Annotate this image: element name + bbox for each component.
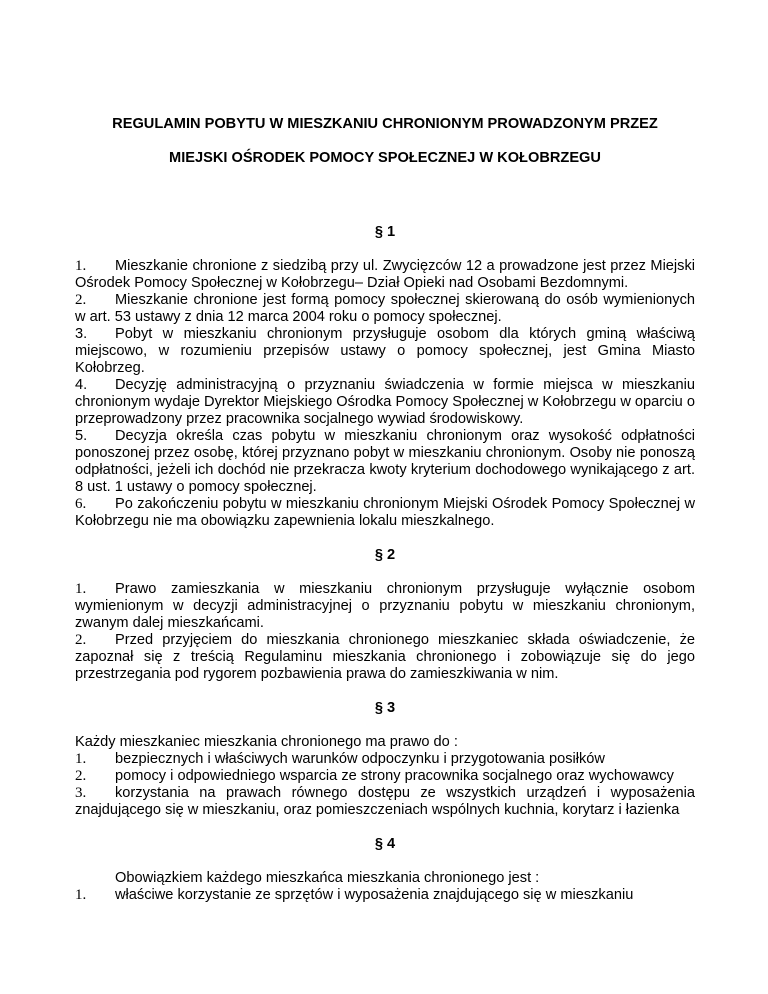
s1-item-6: 6. Po zakończeniu pobytu w mieszkaniu chronionym Miejski Ośrodek Pomocy Społecznej w Kołobrzegu nie ma obowiązku zapewnienia lokalu mieszkalnego. <box>75 496 695 529</box>
section-2-heading: § 2 <box>374 547 396 563</box>
section-3-heading: § 3 <box>374 700 396 716</box>
document-title-line-1: REGULAMIN POBYTU W MIESZKANIU CHRONIONYM PROWADZONYM PRZEZ <box>112 116 658 132</box>
s1-item-2: 2. Mieszkanie chronione jest formą pomocy społecznej skierowaną do osób wymienionych w art. 53 ustawy z dnia 12 marca 2004 roku o pomocy społecznej. <box>75 292 695 325</box>
s3-item-1: 1. bezpiecznych i właściwych warunków odpoczynku i przygotowania posiłków <box>75 751 605 767</box>
s4-intro: Obowiązkiem każdego mieszkańca mieszkania chronionego jest : <box>115 870 540 886</box>
s4-item-1: 1. właściwe korzystanie ze sprzętów i wyposażenia znajdującego się w mieszkaniu <box>75 887 634 903</box>
s3-intro: Każdy mieszkaniec mieszkania chronionego ma prawo do : <box>75 734 458 750</box>
s3-item-2: 2. pomocy i odpowiedniego wsparcia ze strony pracownika socjalnego oraz wychowawcy <box>75 768 674 784</box>
s3-item-3: 3. korzystania na prawach równego dostępu ze wszystkich urządzeń i wyposażenia znajdującego się w mieszkaniu, oraz pomieszczeniach wspólnych kuchnia, korytarz i łazienka <box>75 785 695 818</box>
section-4-body <box>75 870 695 904</box>
s2-item-1: 1. Prawo zamieszkania w mieszkaniu chronionym przysługuje wyłącznie osobom wymienionym w decyzji administracyjnej o przyznaniu pobytu w mieszkaniu chronionym, zwanym dalej mieszkańcami. <box>75 581 695 631</box>
section-1-heading: § 1 <box>374 224 396 240</box>
document-title-line-2: MIEJSKI OŚRODEK POMOCY SPOŁECZNEJ W KOŁOBRZEGU <box>169 150 601 166</box>
section-2-body <box>75 581 695 683</box>
section-3-body <box>75 734 695 819</box>
s1-item-3: 3. Pobyt w mieszkaniu chronionym przysługuje osobom dla których gminą właściwą miejscowo, w rozumieniu przepisów ustawy o pomocy społecznej, jest Gmina Miasto Kołobrzeg. <box>75 326 695 376</box>
document-page <box>75 116 695 904</box>
s1-item-4: 4. Decyzję administracyjną o przyznaniu świadczenia w formie miejsca w mieszkaniu chronionym wydaje Dyrektor Miejskiego Ośrodka Pomocy Społecznej w Kołobrzegu w oparciu o przeprowadzony przez pracownika socjalnego wywiad środowiskowy. <box>75 377 695 427</box>
section-1-body <box>75 258 695 530</box>
s2-item-2: 2. Przed przyjęciem do mieszkania chronionego mieszkaniec składa oświadczenie, że zapoznał się z treścią Regulaminu mieszkania chronionego i zobowiązuje się do jego przestrzegania pod rygorem pozbawienia prawa do zamieszkiwania w nim. <box>75 632 695 682</box>
section-4-heading: § 4 <box>374 836 396 852</box>
s1-item-1: 1. Mieszkanie chronione z siedzibą przy ul. Zwycięzców 12 a prowadzone jest przez Miejski Ośrodek Pomocy Społecznej w Kołobrzegu– Dział Opieki nad Osobami Bezdomnymi. <box>75 258 695 291</box>
s1-item-5: 5. Decyzja określa czas pobytu w mieszkaniu chronionym oraz wysokość odpłatności ponoszonej przez osobę, której przyznano pobyt w mieszkaniu chronionym. Osoby nie ponoszą odpłatności, jeżeli ich dochód nie przekracza kwoty kryterium dochodowego wynikającego z art. 8 ust. 1 ustawy o pomocy społecznej. <box>75 428 695 495</box>
